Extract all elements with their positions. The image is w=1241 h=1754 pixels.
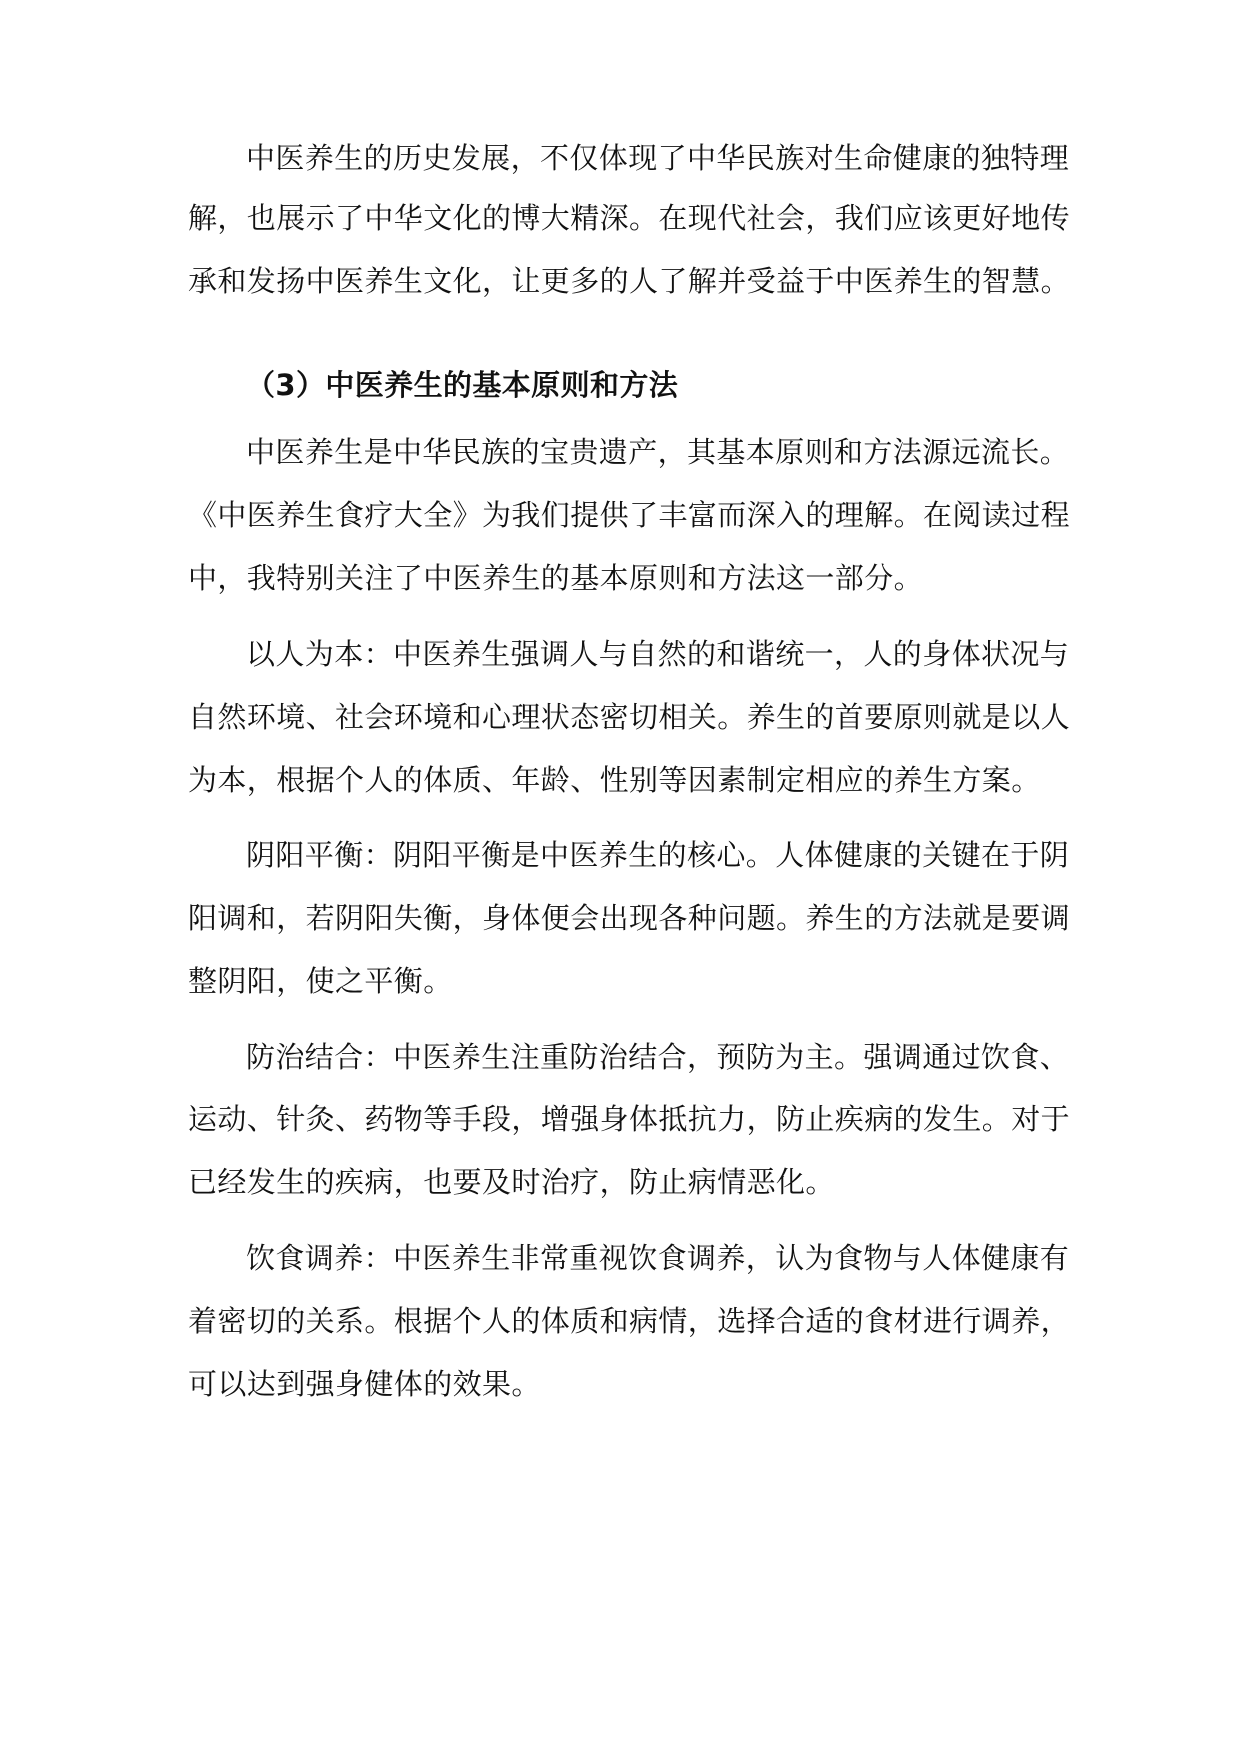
- section-heading: （3）中医养生的基本原则和方法: [246, 368, 679, 402]
- text-line: 以人为本：中医养生强调人与自然的和谐统一，人的身体状况与: [246, 637, 1070, 671]
- text-line: 中医养生的历史发展，不仅体现了中华民族对生命健康的独特理: [246, 141, 1070, 175]
- text-line: 整阴阳，使之平衡。: [188, 964, 453, 998]
- text-line: 《中医养生食疗大全》为我们提供了丰富而深入的理解。在阅读过程: [188, 498, 1071, 532]
- text-line: 可以达到强身健体的效果。: [188, 1367, 541, 1401]
- text-line: 承和发扬中医养生文化，让更多的人了解并受益于中医养生的智慧。: [188, 264, 1071, 298]
- text-line: 阳调和，若阴阳失衡，身体便会出现各种问题。养生的方法就是要调: [188, 901, 1071, 935]
- text-line: 自然环境、社会环境和心理状态密切相关。养生的首要原则就是以人: [188, 700, 1071, 734]
- text-line: 已经发生的疾病，也要及时治疗，防止病情恶化。: [188, 1165, 835, 1199]
- text-line: 运动、针灸、药物等手段，增强身体抵抗力，防止疾病的发生。对于: [188, 1102, 1071, 1136]
- text-line: 中医养生是中华民族的宝贵遗产，其基本原则和方法源远流长。: [246, 435, 1070, 469]
- text-line: 阴阳平衡：阴阳平衡是中医养生的核心。人体健康的关键在于阴: [246, 838, 1070, 872]
- text-line: 解，也展示了中华文化的博大精深。在现代社会，我们应该更好地传: [188, 201, 1071, 235]
- text-line: 中，我特别关注了中医养生的基本原则和方法这一部分。: [188, 561, 924, 595]
- text-line: 防治结合：中医养生注重防治结合，预防为主。强调通过饮食、: [246, 1040, 1070, 1074]
- text-line: 为本，根据个人的体质、年龄、性别等因素制定相应的养生方案。: [188, 763, 1041, 797]
- text-line: 着密切的关系。根据个人的体质和病情，选择合适的食材进行调养，: [188, 1304, 1071, 1338]
- text-line: 饮食调养：中医养生非常重视饮食调养，认为食物与人体健康有: [246, 1241, 1070, 1275]
